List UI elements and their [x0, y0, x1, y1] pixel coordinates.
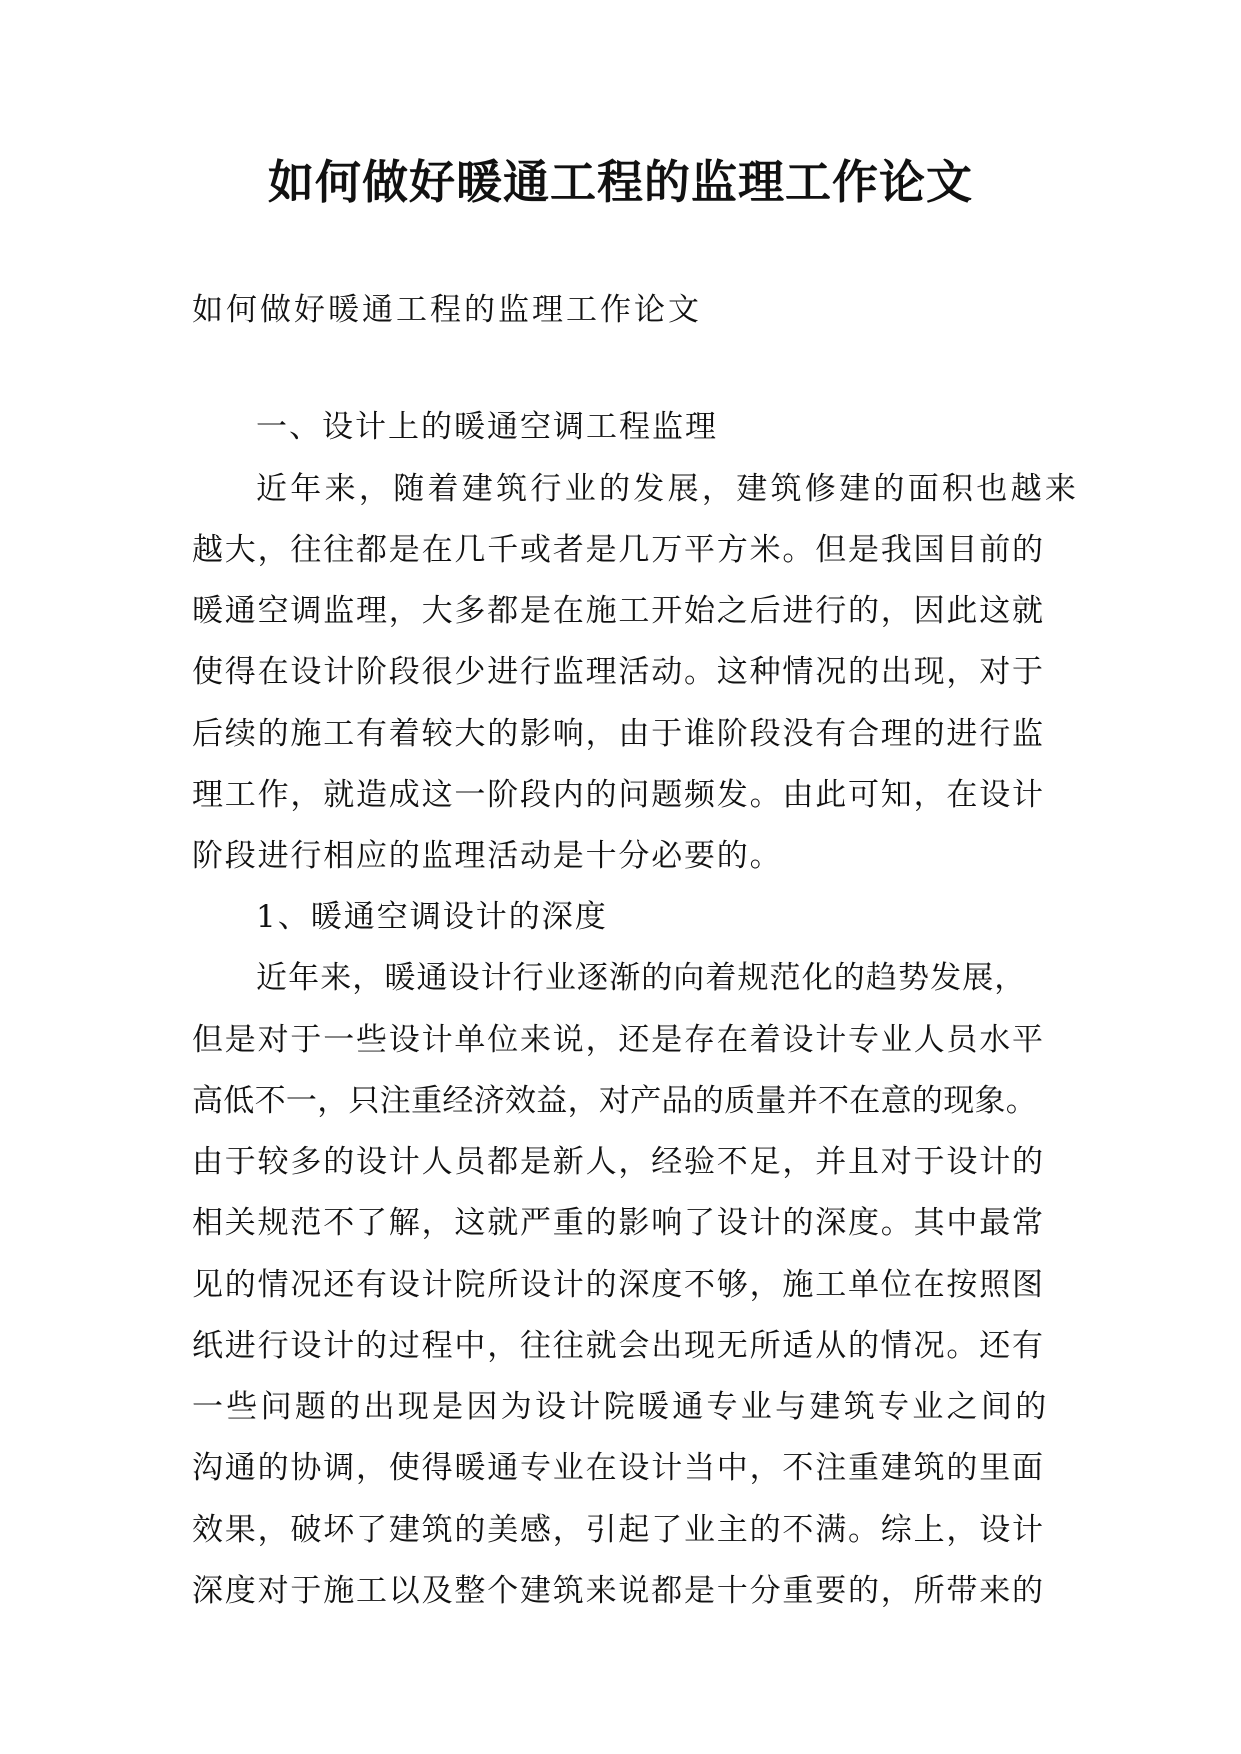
paragraph-line: 高低不一，只注重经济效益，对产品的质量并不在意的现象。: [192, 1083, 1038, 1119]
paragraph-line: 但是对于一些设计单位来说，还是存在着设计专业人员水平: [192, 1022, 1045, 1058]
document-subtitle: 如何做好暖通工程的监理工作论文: [192, 292, 702, 328]
paragraph-line: 阶段进行相应的监理活动是十分必要的。: [192, 838, 783, 874]
paragraph-line: 纸进行设计的过程中，往往就会出现无所适从的情况。还有: [192, 1328, 1045, 1364]
paragraph-line: 越大，往往都是在几千或者是几万平方米。但是我国目前的: [192, 532, 1045, 568]
paragraph-line: 近年来，随着建筑行业的发展，建筑修建的面积也越来: [256, 471, 1080, 507]
paragraph-line: 效果，破坏了建筑的美感，引起了业主的不满。综上，设计: [192, 1512, 1045, 1548]
paragraph-line: 理工作，就造成这一阶段内的问题频发。由此可知，在设计: [192, 777, 1045, 813]
paragraph-line: 由于较多的设计人员都是新人，经验不足，并且对于设计的: [192, 1144, 1045, 1180]
section-heading: 一、设计上的暖通空调工程监理: [256, 409, 718, 445]
paragraph-line: 深度对于施工以及整个建筑来说都是十分重要的，所带来的: [192, 1573, 1045, 1609]
paragraph-line: 使得在设计阶段很少进行监理活动。这种情况的出现，对于: [192, 654, 1045, 690]
paragraph-line: 相关规范不了解，这就严重的影响了设计的深度。其中最常: [192, 1205, 1045, 1241]
paragraph-line: 见的情况还有设计院所设计的深度不够，施工单位在按照图: [192, 1267, 1045, 1303]
paragraph-line: 一些问题的出现是因为设计院暖通专业与建筑专业之间的: [192, 1389, 1050, 1425]
paragraph-line: 暖通空调监理，大多都是在施工开始之后进行的，因此这就: [192, 593, 1045, 629]
paragraph-line: 后续的施工有着较大的影响，由于谁阶段没有合理的进行监: [192, 716, 1045, 752]
paragraph-line: 近年来，暖通设计行业逐渐的向着规范化的趋势发展，: [256, 960, 1027, 996]
section-heading: 1、暖通空调设计的深度: [256, 899, 608, 935]
paragraph-line: 沟通的协调，使得暖通专业在设计当中，不注重建筑的里面: [192, 1450, 1045, 1486]
document-title: 如何做好暖通工程的监理工作论文: [268, 155, 973, 209]
